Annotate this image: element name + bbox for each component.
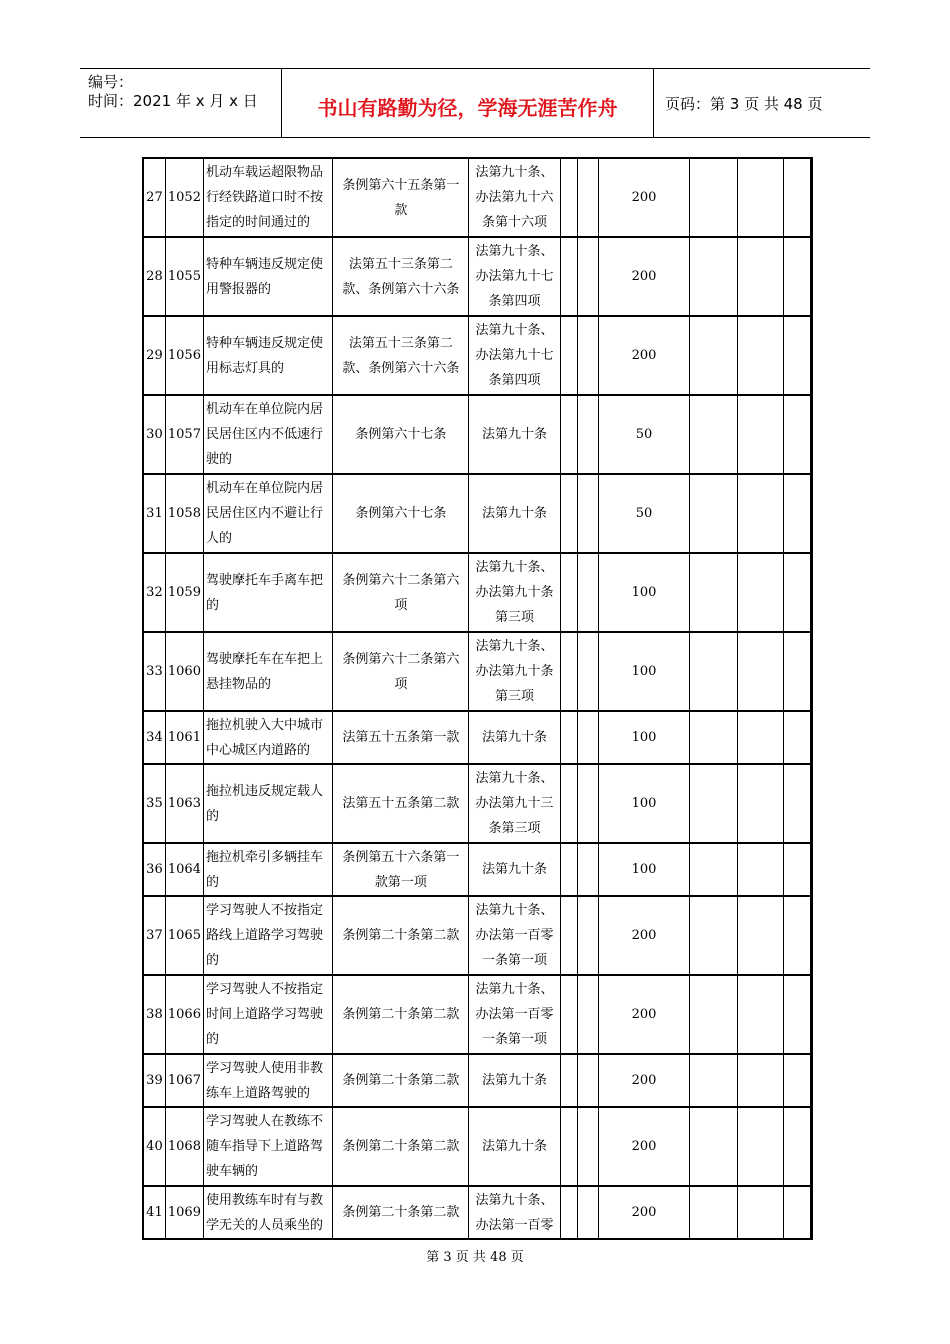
empty-cell bbox=[578, 1055, 599, 1106]
page-header bbox=[80, 68, 870, 138]
penalty-basis bbox=[469, 396, 560, 473]
violation-code bbox=[166, 844, 204, 895]
penalty-basis-text: 法第九十条、 办法第一百零 一条第一项 bbox=[475, 982, 554, 1047]
fine-amount bbox=[599, 897, 690, 974]
empty-cell bbox=[690, 554, 738, 631]
fine-amount bbox=[599, 475, 690, 552]
legal-basis bbox=[333, 1055, 469, 1106]
fine-amount-text: 100 bbox=[631, 796, 657, 811]
row-index-text: 38 bbox=[146, 1007, 163, 1022]
penalty-basis bbox=[469, 238, 560, 315]
violation-description-text: 使用教练车时有与教 学无关的人员乘坐的 bbox=[205, 1192, 323, 1233]
row-index-text: 32 bbox=[146, 585, 163, 600]
penalty-basis bbox=[469, 159, 560, 236]
empty-cell bbox=[561, 1108, 578, 1185]
penalty-basis bbox=[469, 1187, 560, 1238]
violation-description bbox=[204, 317, 333, 394]
violation-description bbox=[204, 633, 333, 710]
empty-cell bbox=[578, 317, 599, 394]
penalty-basis-text: 法第九十条、 办法第九十条 第三项 bbox=[475, 560, 554, 625]
penalty-basis-text: 法第九十条、 办法第一百零 一条第一项 bbox=[475, 903, 554, 968]
violation-description-text: 驾驶摩托车在车把上 悬挂物品的 bbox=[205, 651, 323, 692]
row-index bbox=[144, 712, 166, 763]
empty-cell bbox=[690, 238, 738, 315]
penalty-basis bbox=[469, 1108, 560, 1185]
empty-cell bbox=[690, 317, 738, 394]
row-index bbox=[144, 554, 166, 631]
empty-cell bbox=[784, 976, 811, 1053]
empty-cell bbox=[690, 844, 738, 895]
row-index bbox=[144, 897, 166, 974]
legal-basis-text: 条例第六十五条第一 款 bbox=[342, 177, 460, 218]
row-index bbox=[144, 765, 166, 842]
violation-description bbox=[204, 1055, 333, 1106]
violation-description bbox=[204, 765, 333, 842]
violation-description-text: 学习驾驶人不按指定 路线上道路学习驾驶 的 bbox=[205, 903, 323, 968]
row-index-text: 39 bbox=[146, 1073, 163, 1088]
legal-basis bbox=[333, 897, 469, 974]
empty-cell bbox=[561, 897, 578, 974]
empty-cell bbox=[690, 765, 738, 842]
empty-cell bbox=[561, 712, 578, 763]
empty-cell bbox=[578, 159, 599, 236]
table-row bbox=[144, 976, 811, 1055]
fine-amount-text: 100 bbox=[631, 862, 657, 877]
fine-amount bbox=[599, 844, 690, 895]
empty-cell bbox=[578, 554, 599, 631]
violation-description bbox=[204, 712, 333, 763]
legal-basis bbox=[333, 475, 469, 552]
violation-code bbox=[166, 554, 204, 631]
legal-basis bbox=[333, 1108, 469, 1185]
violation-code bbox=[166, 712, 204, 763]
violation-code-text: 1058 bbox=[167, 506, 201, 521]
penalty-basis bbox=[469, 317, 560, 394]
empty-cell bbox=[561, 238, 578, 315]
empty-cell bbox=[561, 844, 578, 895]
row-index bbox=[144, 238, 166, 315]
violation-code bbox=[166, 1187, 204, 1238]
empty-cell bbox=[784, 396, 811, 473]
legal-basis-text: 条例第六十七条 bbox=[355, 427, 447, 442]
empty-cell bbox=[561, 1187, 578, 1238]
penalty-basis-text: 法第九十条、 办法第九十条 第三项 bbox=[475, 639, 554, 704]
legal-basis-text: 条例第五十六条第一 款第一项 bbox=[342, 849, 460, 890]
table-row bbox=[144, 396, 811, 475]
number-label: 编号： bbox=[88, 73, 134, 91]
penalty-basis-text: 法第九十条、 办法第九十七 条第四项 bbox=[475, 244, 554, 309]
legal-basis-text: 条例第二十条第二款 bbox=[342, 1205, 460, 1220]
empty-cell bbox=[690, 1108, 738, 1185]
legal-basis-text: 条例第六十二条第六 项 bbox=[342, 572, 460, 613]
legal-basis-text: 条例第六十二条第六 项 bbox=[342, 651, 460, 692]
empty-cell bbox=[738, 765, 785, 842]
fine-amount-text: 200 bbox=[631, 1007, 657, 1022]
table-row bbox=[144, 765, 811, 844]
empty-cell bbox=[738, 633, 785, 710]
header-page-label: 页码：第 3 页 共 48 页 bbox=[665, 94, 823, 113]
legal-basis-text: 条例第二十条第二款 bbox=[342, 1073, 460, 1088]
table-row bbox=[144, 1187, 811, 1238]
violation-code bbox=[166, 765, 204, 842]
empty-cell bbox=[690, 897, 738, 974]
legal-basis bbox=[333, 396, 469, 473]
violation-description-text: 拖拉机违反规定载人 的 bbox=[205, 783, 323, 824]
row-index-text: 36 bbox=[146, 862, 163, 877]
legal-basis-text: 法第五十三条第二 款、条例第六十六条 bbox=[342, 256, 460, 297]
legal-basis bbox=[333, 554, 469, 631]
empty-cell bbox=[784, 475, 811, 552]
fine-amount bbox=[599, 976, 690, 1053]
empty-cell bbox=[561, 976, 578, 1053]
empty-cell bbox=[738, 1108, 785, 1185]
violation-code-text: 1067 bbox=[167, 1073, 201, 1088]
violation-code-text: 1063 bbox=[167, 796, 201, 811]
row-index-text: 33 bbox=[146, 664, 163, 679]
violation-description-text: 驾驶摩托车手离车把 的 bbox=[205, 572, 323, 613]
fine-amount-text: 200 bbox=[631, 190, 657, 205]
violation-code bbox=[166, 238, 204, 315]
penalty-basis-text: 法第九十条 bbox=[482, 862, 548, 877]
violation-code-text: 1064 bbox=[167, 862, 201, 877]
violation-description-text: 机动车在单位院内居 民居住区内不避让行 人的 bbox=[205, 481, 323, 546]
violation-code-text: 1066 bbox=[167, 1007, 201, 1022]
violation-description bbox=[204, 897, 333, 974]
penalty-basis-text: 法第九十条 bbox=[482, 1139, 548, 1154]
violation-description-text: 机动车在单位院内居 民居住区内不低速行 驶的 bbox=[205, 402, 323, 467]
empty-cell bbox=[784, 1108, 811, 1185]
row-index-text: 40 bbox=[146, 1139, 163, 1154]
fine-amount-text: 50 bbox=[635, 427, 653, 442]
empty-cell bbox=[738, 554, 785, 631]
empty-cell bbox=[578, 976, 599, 1053]
violation-description bbox=[204, 159, 333, 236]
empty-cell bbox=[738, 317, 785, 394]
empty-cell bbox=[690, 712, 738, 763]
violation-description bbox=[204, 554, 333, 631]
row-index-text: 29 bbox=[146, 348, 163, 363]
table-row bbox=[144, 475, 811, 554]
fine-amount-text: 200 bbox=[631, 1139, 657, 1154]
row-index bbox=[144, 396, 166, 473]
empty-cell bbox=[784, 712, 811, 763]
violation-description bbox=[204, 238, 333, 315]
fine-amount-text: 200 bbox=[631, 928, 657, 943]
violation-description-text: 学习驾驶人使用非教 练车上道路驾驶的 bbox=[205, 1060, 323, 1101]
legal-basis-text: 条例第二十条第二款 bbox=[342, 928, 460, 943]
empty-cell bbox=[738, 475, 785, 552]
penalty-basis-text: 法第九十条 bbox=[482, 506, 548, 521]
violation-code-text: 1065 bbox=[167, 928, 201, 943]
violation-description-text: 拖拉机驶入大中城市 中心城区内道路的 bbox=[205, 717, 323, 758]
row-index-text: 35 bbox=[146, 796, 163, 811]
empty-cell bbox=[738, 159, 785, 236]
table-row bbox=[144, 897, 811, 976]
empty-cell bbox=[784, 159, 811, 236]
empty-cell bbox=[561, 396, 578, 473]
legal-basis bbox=[333, 633, 469, 710]
empty-cell bbox=[561, 317, 578, 394]
penalty-basis-text: 法第九十条、 办法第九十六 条第十六项 bbox=[475, 165, 554, 230]
violation-code bbox=[166, 976, 204, 1053]
violation-code-text: 1068 bbox=[167, 1139, 201, 1154]
empty-cell bbox=[690, 396, 738, 473]
violation-description-text: 特种车辆违反规定使 用标志灯具的 bbox=[205, 335, 323, 376]
legal-basis-text: 法第五十五条第二款 bbox=[342, 796, 460, 811]
fine-amount-text: 50 bbox=[635, 506, 653, 521]
fine-amount bbox=[599, 1108, 690, 1185]
empty-cell bbox=[690, 159, 738, 236]
empty-cell bbox=[690, 976, 738, 1053]
empty-cell bbox=[784, 633, 811, 710]
legal-basis-text: 条例第六十七条 bbox=[355, 506, 447, 521]
row-index bbox=[144, 475, 166, 552]
legal-basis bbox=[333, 765, 469, 842]
legal-basis bbox=[333, 238, 469, 315]
empty-cell bbox=[690, 1055, 738, 1106]
table-row bbox=[144, 159, 811, 238]
fine-amount-text: 200 bbox=[631, 1073, 657, 1088]
fine-amount-text: 100 bbox=[631, 730, 657, 745]
violation-description-text: 学习驾驶人在教练不 随车指导下上道路驾 驶车辆的 bbox=[205, 1114, 323, 1179]
row-index bbox=[144, 976, 166, 1053]
violation-code-text: 1056 bbox=[167, 348, 201, 363]
violation-code-text: 1055 bbox=[167, 269, 201, 284]
row-index-text: 28 bbox=[146, 269, 163, 284]
row-index-text: 31 bbox=[146, 506, 163, 521]
legal-basis bbox=[333, 159, 469, 236]
penalty-basis bbox=[469, 897, 560, 974]
empty-cell bbox=[738, 1187, 785, 1238]
empty-cell bbox=[561, 159, 578, 236]
penalty-basis-text: 法第九十条、 办法第九十三 条第三项 bbox=[475, 771, 554, 836]
row-index bbox=[144, 317, 166, 394]
empty-cell bbox=[578, 712, 599, 763]
empty-cell bbox=[578, 475, 599, 552]
time-label: 时间：2021 年 x 月 x 日 bbox=[88, 92, 258, 110]
empty-cell bbox=[578, 897, 599, 974]
penalty-basis bbox=[469, 844, 560, 895]
empty-cell bbox=[578, 1187, 599, 1238]
fine-amount bbox=[599, 633, 690, 710]
empty-cell bbox=[578, 396, 599, 473]
table-row bbox=[144, 1108, 811, 1187]
row-index bbox=[144, 1055, 166, 1106]
empty-cell bbox=[738, 712, 785, 763]
empty-cell bbox=[784, 317, 811, 394]
violation-description-text: 特种车辆违反规定使 用警报器的 bbox=[205, 256, 323, 297]
empty-cell bbox=[561, 633, 578, 710]
penalty-basis bbox=[469, 765, 560, 842]
penalty-basis-text: 法第九十条、 办法第九十七 条第四项 bbox=[475, 323, 554, 388]
fine-amount bbox=[599, 554, 690, 631]
empty-cell bbox=[738, 1055, 785, 1106]
violation-description bbox=[204, 844, 333, 895]
empty-cell bbox=[561, 475, 578, 552]
fine-amount bbox=[599, 1055, 690, 1106]
row-index bbox=[144, 159, 166, 236]
fine-amount bbox=[599, 1187, 690, 1238]
violation-description bbox=[204, 1187, 333, 1238]
empty-cell bbox=[784, 844, 811, 895]
fine-amount bbox=[599, 317, 690, 394]
fine-amount bbox=[599, 396, 690, 473]
empty-cell bbox=[578, 844, 599, 895]
violation-description bbox=[204, 475, 333, 552]
table-row bbox=[144, 633, 811, 712]
violation-code bbox=[166, 1108, 204, 1185]
legal-basis bbox=[333, 317, 469, 394]
table-row bbox=[144, 317, 811, 396]
violation-code bbox=[166, 1055, 204, 1106]
legal-basis-text: 法第五十三条第二 款、条例第六十六条 bbox=[342, 335, 460, 376]
fine-amount-text: 100 bbox=[631, 585, 657, 600]
legal-basis-text: 条例第二十条第二款 bbox=[342, 1007, 460, 1022]
penalty-basis-text: 法第九十条 bbox=[482, 1073, 548, 1088]
empty-cell bbox=[738, 897, 785, 974]
table-row bbox=[144, 844, 811, 897]
header-meta bbox=[80, 69, 282, 137]
violation-code bbox=[166, 159, 204, 236]
empty-cell bbox=[578, 765, 599, 842]
row-index bbox=[144, 1187, 166, 1238]
violation-description bbox=[204, 1108, 333, 1185]
penalty-basis-text: 法第九十条 bbox=[482, 730, 548, 745]
legal-basis bbox=[333, 712, 469, 763]
violation-code-text: 1060 bbox=[167, 664, 201, 679]
penalty-basis bbox=[469, 475, 560, 552]
row-index bbox=[144, 1108, 166, 1185]
empty-cell bbox=[578, 1108, 599, 1185]
penalty-basis-text: 法第九十条 bbox=[482, 427, 548, 442]
table-row bbox=[144, 554, 811, 633]
penalty-basis bbox=[469, 633, 560, 710]
fine-amount bbox=[599, 712, 690, 763]
violation-code bbox=[166, 897, 204, 974]
row-index-text: 41 bbox=[146, 1205, 163, 1220]
violation-code bbox=[166, 317, 204, 394]
empty-cell bbox=[784, 1055, 811, 1106]
penalty-basis bbox=[469, 712, 560, 763]
empty-cell bbox=[561, 765, 578, 842]
violation-code bbox=[166, 475, 204, 552]
penalty-basis-text: 法第九十条、 办法第一百零 bbox=[475, 1192, 554, 1233]
page-footer: 第 3 页 共 48 页 bbox=[426, 1250, 524, 1265]
empty-cell bbox=[738, 844, 785, 895]
fine-amount-text: 100 bbox=[631, 664, 657, 679]
header-motto: 书山有路勤为径，学海无涯苦作舟 bbox=[282, 69, 654, 137]
penalty-basis bbox=[469, 554, 560, 631]
violation-code-text: 1057 bbox=[167, 427, 201, 442]
legal-basis-text: 法第五十五条第一款 bbox=[342, 730, 460, 745]
empty-cell bbox=[738, 238, 785, 315]
violation-code bbox=[166, 633, 204, 710]
fine-amount bbox=[599, 238, 690, 315]
penalty-basis bbox=[469, 1055, 560, 1106]
row-index-text: 30 bbox=[146, 427, 163, 442]
legal-basis-text: 条例第二十条第二款 bbox=[342, 1139, 460, 1154]
violation-description bbox=[204, 976, 333, 1053]
violation-description-text: 机动车载运超限物品 行经铁路道口时不按 指定的时间通过的 bbox=[205, 165, 323, 230]
violation-code-text: 1052 bbox=[167, 190, 201, 205]
table-row bbox=[144, 1055, 811, 1108]
empty-cell bbox=[690, 633, 738, 710]
violation-code-text: 1061 bbox=[167, 730, 201, 745]
violation-description-text: 拖拉机牵引多辆挂车 的 bbox=[205, 849, 323, 890]
fine-amount-text: 200 bbox=[631, 348, 657, 363]
empty-cell bbox=[561, 554, 578, 631]
empty-cell bbox=[690, 475, 738, 552]
row-index-text: 34 bbox=[146, 730, 163, 745]
fine-amount bbox=[599, 159, 690, 236]
empty-cell bbox=[784, 897, 811, 974]
legal-basis bbox=[333, 976, 469, 1053]
empty-cell bbox=[784, 1187, 811, 1238]
table-row bbox=[144, 238, 811, 317]
penalty-basis bbox=[469, 976, 560, 1053]
fine-amount bbox=[599, 765, 690, 842]
empty-cell bbox=[578, 238, 599, 315]
legal-basis bbox=[333, 844, 469, 895]
violation-code bbox=[166, 396, 204, 473]
empty-cell bbox=[561, 1055, 578, 1106]
empty-cell bbox=[784, 765, 811, 842]
empty-cell bbox=[784, 238, 811, 315]
legal-basis bbox=[333, 1187, 469, 1238]
empty-cell bbox=[738, 976, 785, 1053]
empty-cell bbox=[738, 396, 785, 473]
violation-code-text: 1059 bbox=[167, 585, 201, 600]
fine-amount-text: 200 bbox=[631, 269, 657, 284]
table-row bbox=[144, 712, 811, 765]
row-index-text: 27 bbox=[146, 190, 163, 205]
violation-description bbox=[204, 396, 333, 473]
empty-cell bbox=[578, 633, 599, 710]
row-index bbox=[144, 844, 166, 895]
empty-cell bbox=[784, 554, 811, 631]
fine-amount-text: 200 bbox=[631, 1205, 657, 1220]
row-index-text: 37 bbox=[146, 928, 163, 943]
empty-cell bbox=[690, 1187, 738, 1238]
violation-description-text: 学习驾驶人不按指定 时间上道路学习驾驶 的 bbox=[205, 982, 323, 1047]
violation-code-text: 1069 bbox=[167, 1205, 201, 1220]
violations-table bbox=[142, 157, 813, 1240]
row-index bbox=[144, 633, 166, 710]
